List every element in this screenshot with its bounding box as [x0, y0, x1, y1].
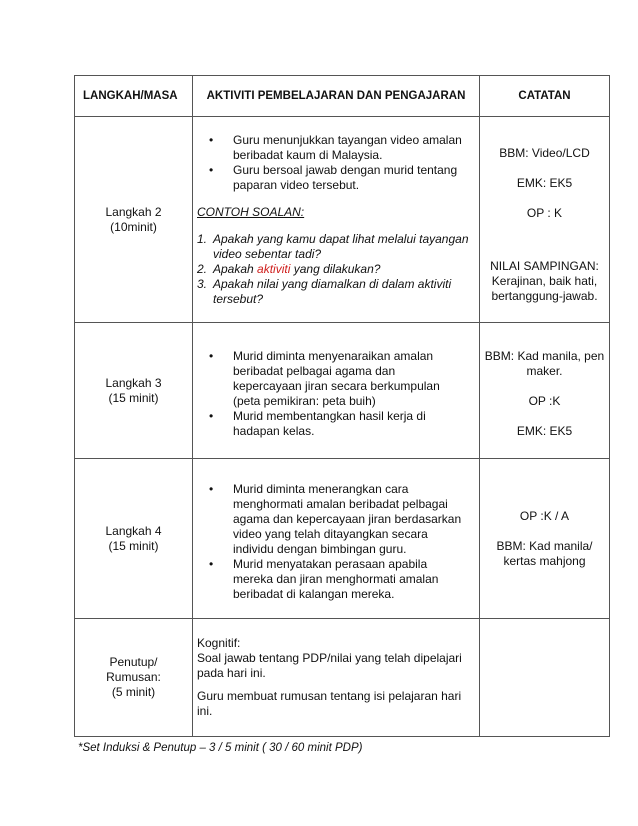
question-number: 3.: [197, 276, 208, 291]
example-questions-title: CONTOH SOALAN:: [197, 204, 305, 219]
notes-cell: [480, 323, 610, 459]
question-text-post: yang dilakukan?: [290, 261, 381, 276]
step-cell: [75, 117, 193, 323]
header-aktiviti: AKTIVITI PEMBELAJARAN DAN PENGAJARAN: [193, 76, 480, 117]
bullet-text: Murid membentangkan hasil kerja di hadapan kelas.: [233, 408, 426, 438]
bullet-icon: •: [209, 408, 214, 423]
list-item: [197, 133, 467, 163]
activity-list: [197, 482, 475, 602]
footnote: *Set Induksi & Penutup – 3 / 5 minit ( 30 / 60 minit PDP): [78, 742, 363, 754]
bullet-icon: •: [209, 556, 214, 571]
header-catatan: CATATAN: [480, 76, 610, 117]
table-row: [75, 619, 610, 737]
step-duration: (5 minit): [111, 685, 156, 699]
note-line: BBM: Kad manila/ kertas mahjong: [496, 538, 593, 568]
bullet-text: Guru menunjukkan tayangan video amalan beribadat kaum di Malaysia.: [233, 132, 462, 162]
note-line: BBM: Kad manila, pen maker.: [484, 348, 605, 378]
bullet-icon: •: [209, 162, 214, 177]
activity-cell: [193, 323, 480, 459]
bullet-text: Murid menyatakan perasaan apabila mereka dan jiran menghormati amalan beribadat di kalangan mereka.: [233, 556, 439, 601]
list-item: [197, 409, 467, 439]
note-line: OP :K / A: [519, 508, 570, 523]
bullet-icon: •: [209, 481, 214, 496]
activity-cell: [193, 619, 480, 737]
bullet-text: Murid diminta menerangkan cara menghormati amalan beribadat pelbagai agama dan kepercayaan jiran berdasarkan video yang telah ditayangkan secara individu dengan bimbingan guru.: [233, 481, 462, 556]
step-duration: (15 minit): [108, 390, 159, 405]
bullet-icon: •: [209, 348, 214, 363]
paragraph: Guru membuat rumusan tentang isi pelajaran hari ini.: [197, 689, 462, 718]
list-item: [197, 557, 467, 602]
question-item: [197, 232, 469, 262]
notes-cell-empty: [480, 619, 610, 737]
list-item: [197, 163, 467, 193]
step-label: Langkah 3: [105, 375, 162, 390]
bullet-icon: •: [209, 132, 214, 147]
note-line: EMK: EK5: [516, 423, 573, 438]
activity-cell: [193, 117, 480, 323]
header-langkah-masa: LANGKAH/MASA: [75, 76, 193, 117]
question-list: [197, 232, 475, 307]
list-item: [197, 482, 467, 557]
bullet-text: Murid diminta menyenaraikan amalan beribadat pelbagai agama dan kepercayaan jiran secara berkumpulan (peta pemikiran: peta buih): [233, 348, 440, 408]
step-cell: [75, 323, 193, 459]
paragraph: Kognitif:: [197, 636, 241, 650]
step-label: Penutup/: [109, 655, 158, 669]
activity-cell: [193, 459, 480, 619]
note-line: Kerajinan, baik hati, bertanggung-jawab.: [491, 273, 598, 303]
table-row: [75, 117, 610, 323]
activity-list: [197, 349, 475, 439]
question-item: [197, 262, 469, 277]
notes-cell: [480, 459, 610, 619]
note-line: BBM: Video/LCD: [499, 145, 590, 160]
highlighted-word: aktiviti: [257, 261, 291, 276]
question-number: 1.: [197, 231, 208, 246]
note-line: EMK: EK5: [516, 175, 573, 190]
notes-cell: [480, 117, 610, 323]
question-text: Apakah nilai yang diamalkan di dalam aktiviti tersebut?: [213, 276, 452, 306]
bullet-text: Guru bersoal jawab dengan murid tentang paparan video tersebut.: [233, 162, 458, 192]
question-item: [197, 277, 469, 307]
activity-list: [197, 133, 475, 193]
step-cell: [75, 619, 193, 737]
lesson-plan-table: [74, 75, 610, 737]
paragraph: Soal jawab tentang PDP/nilai yang telah dipelajari pada hari ini.: [197, 651, 462, 680]
step-duration: (10minit): [110, 219, 157, 234]
step-label: Langkah 2: [105, 204, 162, 219]
note-line: OP : K: [526, 205, 563, 220]
note-line: OP :K: [528, 393, 561, 408]
table-row: [75, 459, 610, 619]
question-text-pre: Apakah: [213, 261, 258, 276]
header-row: [75, 76, 610, 117]
table-row: [75, 323, 610, 459]
step-cell: [75, 459, 193, 619]
step-duration: (15 minit): [108, 538, 159, 553]
step-label: Rumusan:: [106, 670, 161, 684]
question-text: Apakah yang kamu dapat lihat melalui tayangan video sebentar tadi?: [213, 231, 469, 261]
step-label: Langkah 4: [105, 523, 162, 538]
question-number: 2.: [197, 261, 208, 276]
note-line: NILAI SAMPINGAN:: [490, 258, 599, 273]
list-item: [197, 349, 467, 409]
